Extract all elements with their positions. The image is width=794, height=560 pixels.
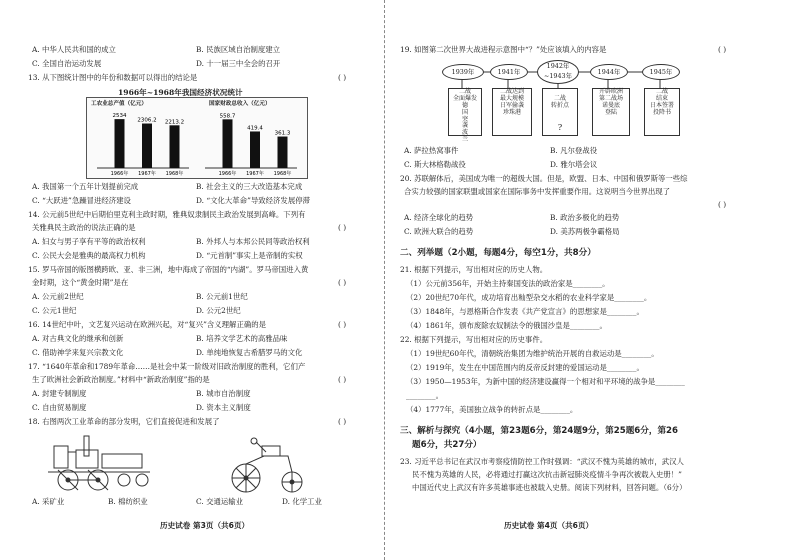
q19-option-b: B. 凡尔登战役 xyxy=(550,146,598,155)
q22-item-1: （1）19世纪60年代，清朝统治集团为维护统治开展的自救运动是________。 xyxy=(406,349,659,358)
q15-answer-paren: ( ) xyxy=(338,278,347,287)
q15-option-d: D. 公元2世纪 xyxy=(196,306,241,315)
economy-chart xyxy=(86,97,308,179)
chart-1-category-label-1: 1966年 xyxy=(110,171,129,177)
timeline-year-1944: 1944年 xyxy=(590,64,628,80)
section-3-title-1: 三、解析与探究（4小题，第23题6分，第24题9分，第25题6分，第26 xyxy=(400,426,679,436)
chart-2-category-label-2: 1967年 xyxy=(246,171,264,177)
timeline-event-1945: 二战 结束 日本签署 投降书 xyxy=(644,88,680,136)
q13-option-c: C. “大跃进”急躁冒进经济建设 xyxy=(32,196,131,205)
q20-stem-1: 20. 苏联解体后，美国成为唯一的超级大国。但是，欧盟、日本、中国和俄罗斯等一些综 xyxy=(400,174,688,183)
q15-option-a: A. 公元前2世纪 xyxy=(32,292,84,301)
q18-option-b: B. 棉纺织业 xyxy=(108,497,148,506)
section-3-title-2: 题6分，共27分） xyxy=(412,440,482,450)
q14-stem-2: 关雅典民主政治的说法正确的是 xyxy=(32,223,136,232)
q12-option-a: A. 中华人民共和国的成立 xyxy=(32,45,116,54)
q20-option-d: D. 美苏两极争霸格局 xyxy=(550,227,620,236)
chart-1-bar-1 xyxy=(115,119,125,168)
timeline-event-1942-1943 xyxy=(542,88,578,136)
q15-option-b: B. 公元前1世纪 xyxy=(196,292,248,301)
q17-answer-paren: ( ) xyxy=(338,375,347,384)
q18-option-a: A. 采矿业 xyxy=(32,497,65,506)
chart-1-value-label-3: 2213.2 xyxy=(164,119,185,126)
chart-1-bar-2 xyxy=(142,124,152,168)
q12-option-c: C. 全国自治运动发展 xyxy=(32,59,102,68)
q16-option-d: D. 单纯地恢复古希腊罗马的文化 xyxy=(196,348,303,357)
q16-option-b: B. 培养文学艺术的高雅品味 xyxy=(196,334,288,343)
q22-item-4: （4）1777年，美国独立战争的转折点是________。 xyxy=(406,405,578,414)
q17-stem-1: 17. “1640年革命和1789年革命……是社会中某一阶级对旧政治制度的胜利，它们产 xyxy=(28,362,306,371)
chart-2-value-label-3: 361.3 xyxy=(274,130,291,137)
q21-item-1: （1）公元前356年，开始主持秦国变法的政治家是________。 xyxy=(406,279,610,288)
chart-title: 1966年~1968年我国经济状况统计 xyxy=(118,88,243,97)
q14-option-a: A. 妇女与男子享有平等的政治权利 xyxy=(32,237,146,246)
chart-1-category-label-2: 1967年 xyxy=(138,171,156,177)
page-3 xyxy=(28,0,376,560)
q21-stem: 21. 根据下列提示，写出相对应的历史人物。 xyxy=(400,265,548,274)
chart-1-bar-3 xyxy=(170,125,180,168)
chart-2-value-label-2: 419.4 xyxy=(247,125,263,132)
chart-2-bar-2 xyxy=(250,131,260,168)
steam-locomotive-image xyxy=(46,432,156,494)
q19-answer-paren: ( ) xyxy=(718,45,727,54)
timeline-event-1939: 二战 全面爆发 德 国 突 袭 波 兰 xyxy=(448,88,482,136)
q13-stem: 13. 从下图统计图中的年份和数据可以得出的结论是 xyxy=(28,73,198,82)
chart-svg xyxy=(87,98,307,178)
q14-option-c: C. 公民大会是雅典的最高权力机构 xyxy=(32,251,146,260)
q16-option-c: C. 借助神学来复兴宗教文化 xyxy=(32,348,124,357)
q19-stem: 19. 如图第二次世界大战进程示意图中“？”处应该填入的内容是 xyxy=(400,45,607,54)
q18-option-c: C. 交通运输业 xyxy=(196,497,244,506)
q13-option-b: B. 社会主义的三大改造基本完成 xyxy=(196,182,303,191)
q19-option-a: A. 萨拉热窝事件 xyxy=(404,146,459,155)
q23-stem-3: 中国近代史上武汉有许多英雄事迹也被载入史册。阅读下列材料，回答问题。（6分） xyxy=(412,483,687,492)
chart-2-category-label-1: 1966年 xyxy=(218,171,237,177)
q17-stem-2: 生了欧洲社会新政治制度。”材料中“新政治制度”指的是 xyxy=(32,375,210,384)
page-3-footer: 历史试卷 第3页（共6页） xyxy=(160,521,250,530)
q13-option-d: D. “文化大革命”导致经济发展停滞 xyxy=(196,196,310,205)
page-4-footer: 历史试卷 第4页（共6页） xyxy=(504,521,594,530)
chart-left-label: 工农业总产值（亿元） xyxy=(91,101,147,107)
timeline-year-1942-1943: 1942年~1943年 xyxy=(537,60,579,84)
q21-item-4: （4）1861年，颁布废除农奴制法令的俄国沙皇是________。 xyxy=(406,321,607,330)
q20-option-c: C. 欧洲大联合的趋势 xyxy=(404,227,474,236)
timeline-question-mark: ? xyxy=(557,123,563,133)
timeline-year-1939: 1939年 xyxy=(442,64,484,80)
q17-option-b: B. 城市自治制度 xyxy=(196,389,251,398)
timeline-event-1944: 开辟欧洲 第二战场 诺曼底 登陆 xyxy=(592,88,630,136)
q18-answer-paren: ( ) xyxy=(338,417,347,426)
q22-stem: 22. 根据下列提示，写出相对应的历史事件。 xyxy=(400,335,548,344)
q16-option-a: A. 对古典文化的继承和创新 xyxy=(32,334,124,343)
q15-stem-1: 15. 罗马帝国的版图横跨欧、亚、非三洲，地中海成了帝国的“内湖”。罗马帝国进入黄 xyxy=(28,265,309,274)
page-4 xyxy=(400,0,762,560)
q22-item-3: （3）1950—1953年，为新中国的经济建设赢得一个相对和平环境的战争是________ xyxy=(406,377,685,386)
q15-option-c: C. 公元1世纪 xyxy=(32,306,77,315)
q12-option-d: D. 十一届三中全会的召开 xyxy=(196,59,281,68)
q17-option-d: D. 资本主义制度 xyxy=(196,403,251,412)
q19-option-d: D. 雅尔塔会议 xyxy=(550,160,598,169)
q22-item-3-cont: ________。 xyxy=(406,391,443,400)
q16-stem: 16. 14世纪中叶，文艺复兴运动在欧洲兴起，对“复兴”含义理解正确的是 xyxy=(28,320,267,329)
q14-stem-1: 14. 公元前5世纪中后期伯里克利主政时期，雅典奴隶制民主政治发展到高峰。下列有 xyxy=(28,210,306,219)
chart-1-value-label-1: 2534 xyxy=(112,113,127,120)
q22-item-2: （2）1919年，发生在中国范围内的反帝反封建的爱国运动是________。 xyxy=(406,363,644,372)
q21-item-2: （2）20世纪70年代，成功培育出籼型杂交水稻的农业科学家是________。 xyxy=(406,293,652,302)
q15-stem-2: 金时期，这个“黄金时期”是在 xyxy=(32,278,129,287)
timeline-year-1941: 1941年 xyxy=(490,64,528,80)
section-2-title: 二、列举题（2小题，每题4分，每空1分，共8分） xyxy=(400,248,596,258)
chart-2-bar-1 xyxy=(223,119,233,168)
timeline-event-1942-1943-label: 二战 转折点 xyxy=(550,94,569,109)
q18-stem: 18. 右图两次工业革命的部分发明，它们直接促进和发展了 xyxy=(28,417,220,426)
q13-answer-paren: ( ) xyxy=(338,73,347,82)
q18-option-d: D. 化学工业 xyxy=(282,497,322,506)
q14-answer-paren: ( ) xyxy=(338,223,347,232)
q20-stem-2: 合实力较强的国家联盟或国家在国际事务中发挥重要作用。这说明当今世界出现了 xyxy=(404,187,671,196)
q23-stem-2: 民不愧为英雄的人民，必将通过打赢这次抗击新冠肺炎疫情斗争再次被载入史册！” xyxy=(412,470,682,479)
q20-answer-paren: ( ) xyxy=(718,200,727,209)
chart-2-category-label-3: 1968年 xyxy=(273,171,292,177)
q20-option-a: A. 经济全球化的趋势 xyxy=(404,213,474,222)
q14-option-b: B. 外邦人与本邦公民同等政治权利 xyxy=(196,237,310,246)
q12-option-b: B. 民族区域自治制度建立 xyxy=(196,45,281,54)
q20-option-b: B. 政治多极化的趋势 xyxy=(550,213,620,222)
page-divider xyxy=(384,0,385,560)
q14-option-d: D. “元首制”事实上是帝制的实权 xyxy=(196,251,303,260)
early-automobile-image xyxy=(228,436,310,496)
q23-stem-1: 23. 习近平总书记在武汉市考察疫情防控工作时强调：“武汉不愧为英雄的城市，武汉人 xyxy=(400,457,684,466)
q17-option-c: C. 自由贸易制度 xyxy=(32,403,87,412)
q19-option-c: C. 斯大林格勒战役 xyxy=(404,160,466,169)
timeline-event-1941: 二战达到 最大规模 日军偷袭 珍珠港 xyxy=(492,88,532,136)
q13-option-a: A. 我国第一个五年计划提前完成 xyxy=(32,182,139,191)
q17-option-a: A. 封建专制制度 xyxy=(32,389,87,398)
chart-right-label: 国家财政总收入（亿元） xyxy=(209,101,271,107)
timeline-year-1945: 1945年 xyxy=(642,64,680,80)
chart-2-bar-3 xyxy=(278,137,288,168)
chart-1-category-label-3: 1968年 xyxy=(165,171,184,177)
chart-1-value-label-2: 2306.2 xyxy=(137,117,157,124)
q16-answer-paren: ( ) xyxy=(338,320,347,329)
q21-item-3: （3）1848年，与恩格斯合作发表《共产党宣言》的思想家是________。 xyxy=(406,307,644,316)
chart-2-value-label-1: 558.7 xyxy=(219,113,236,120)
